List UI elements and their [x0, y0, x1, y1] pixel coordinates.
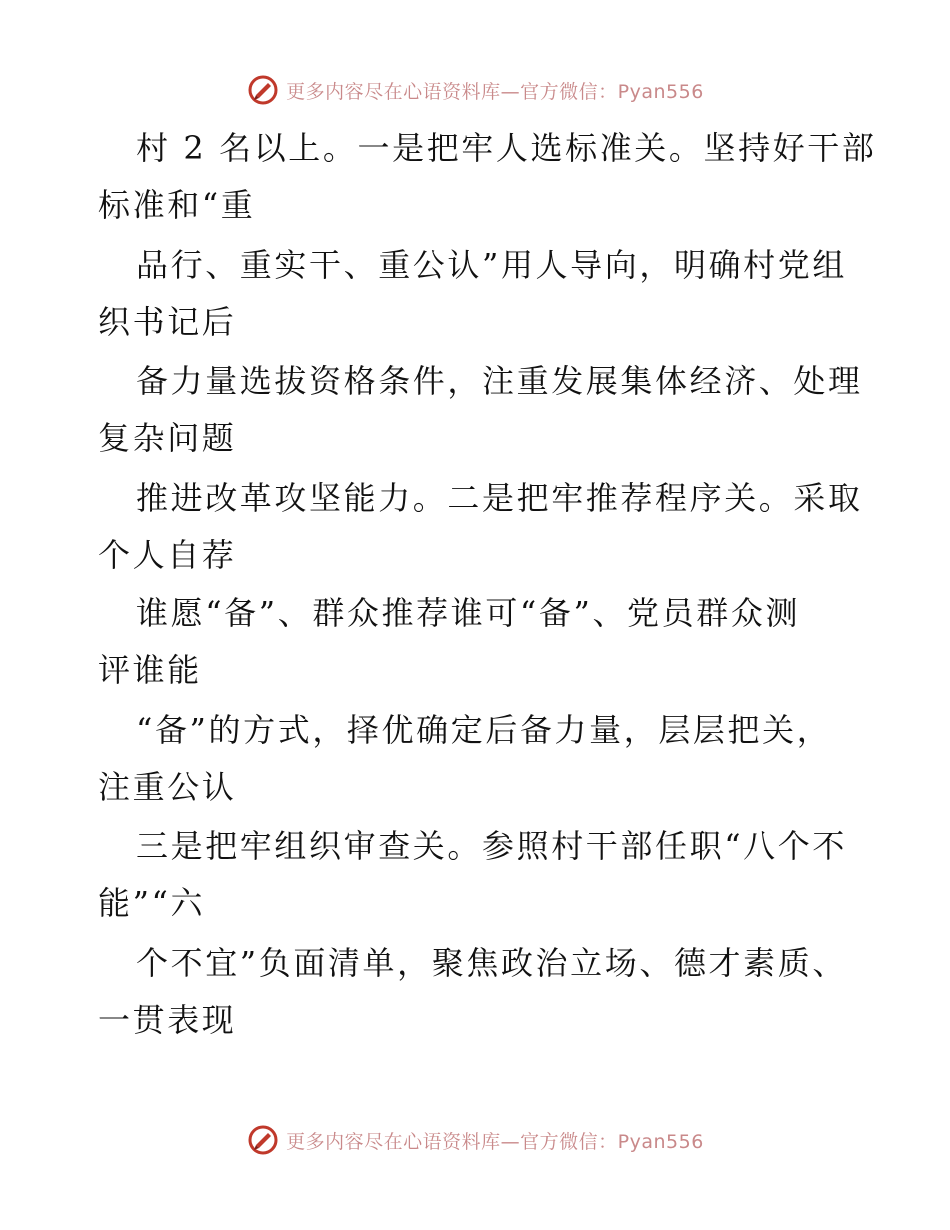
- paragraph-5-continuation: 评谁能: [98, 651, 202, 689]
- watermark-text: 更多内容尽在心语资料库—官方微信：Pyan556: [286, 1130, 704, 1153]
- paragraph-8-first-line: 个不宜”负面清单，聚焦政治立场、德才素质、: [136, 944, 847, 982]
- paragraph-3-first-line: 备力量选拔资格条件，注重发展集体经济、处理: [136, 362, 863, 400]
- paragraph-2-continuation: 织书记后: [98, 303, 237, 341]
- paragraph-4-continuation: 个人自荐: [98, 536, 237, 574]
- paragraph-7-continuation: 能”“六: [98, 884, 206, 922]
- pen-circle-icon: [246, 73, 280, 107]
- paragraph-1-first-line: 村 2 名以上。一是把牢人选标准关。坚持好干部: [136, 129, 877, 167]
- paragraph-1-continuation: 标准和“重: [98, 186, 256, 224]
- paragraph-8-continuation: 一贯表现: [98, 1001, 237, 1039]
- paragraph-3-continuation: 复杂问题: [98, 419, 237, 457]
- paragraph-6-first-line: “备”的方式，择优确定后备力量，层层把关，: [136, 711, 832, 749]
- header-watermark: [0, 70, 950, 110]
- paragraph-7-first-line: 三是把牢组织审查关。参照村干部任职“八个不: [136, 827, 847, 865]
- pen-circle-icon: [246, 1123, 280, 1157]
- footer-watermark: [0, 1120, 950, 1160]
- watermark-text: 更多内容尽在心语资料库—官方微信：Pyan556: [286, 80, 704, 103]
- paragraph-4-first-line: 推进改革攻坚能力。二是把牢推荐程序关。采取: [136, 479, 863, 517]
- paragraph-5-first-line: 谁愿“备”、群众推荐谁可“备”、党员群众测: [136, 594, 801, 632]
- paragraph-2-first-line: 品行、重实干、重公认”用人导向，明确村党组: [136, 246, 847, 284]
- paragraph-6-continuation: 注重公认: [98, 768, 237, 806]
